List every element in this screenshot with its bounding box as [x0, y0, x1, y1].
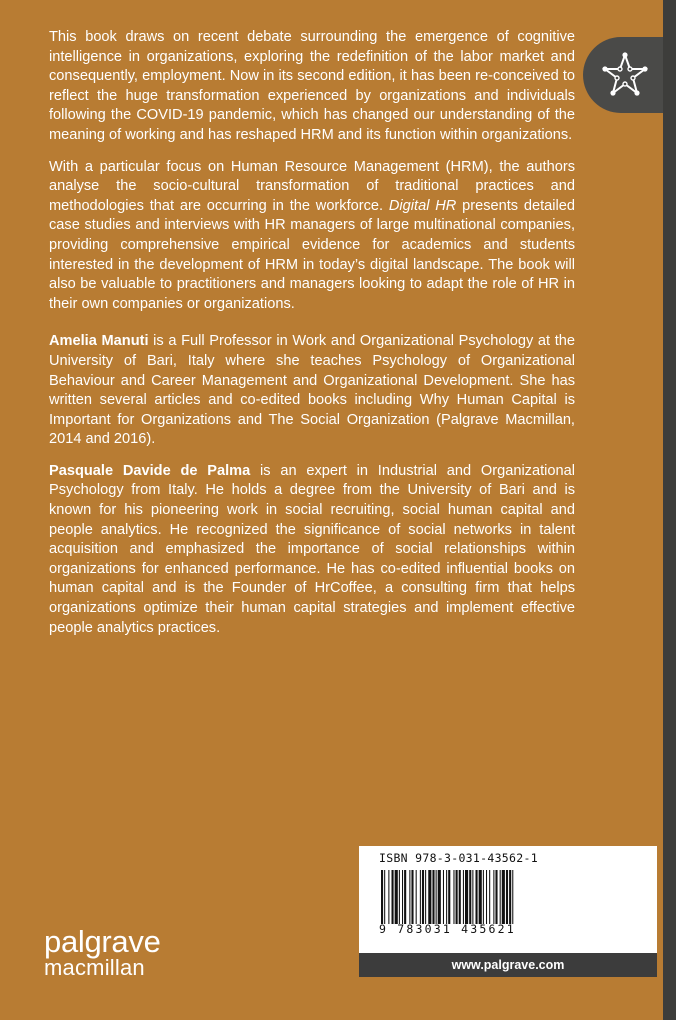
isbn-label: ISBN 978-3-031-43562-1 [379, 851, 538, 865]
publisher-name-line2: macmillan [44, 955, 145, 980]
publisher-name-line1: palgrave [44, 924, 161, 959]
isbn-barcode-box [359, 846, 657, 977]
author-name-2: Pasquale Davide de Palma [49, 462, 251, 479]
author-bio-1 [49, 332, 575, 450]
back-cover-text [49, 28, 575, 650]
description-text-end: presents detailed case studies and interviews with HR managers of large multinational companies, providing comprehensive empirical evidence for academics and students interested in the development of HRM in today’s digital landscape. The book will also be valuable to practitioners and managers looking to adapt the role of HR in their own companies or organizations. [49, 197, 576, 312]
spine-edge [663, 0, 676, 1020]
barcode-icon [381, 870, 556, 924]
description-paragraph-2 [49, 158, 575, 315]
publisher-logo [44, 926, 161, 980]
author-bio-text-1: is a Full Professor in Work and Organizational Psychology at the University of Bari, Italy where she teaches Psychology of Organizational Behaviour and Career Management and Organizational Development. She has written several articles and co-edited books including Why Human Capital is Important for Organizations and The Social Organization (Palgrave Macmillan, 2014 and 2016). [49, 333, 575, 448]
book-title-italic: Digital HR [388, 197, 457, 214]
publisher-url: www.palgrave.com [359, 953, 657, 977]
description-text-start: With a particular focus on Human Resource Management (HRM), the authors analyse the socio-cultural transformation of traditional practices and methodologies that are occurring in the workforce. [49, 158, 575, 214]
author-bio-2 [49, 462, 575, 638]
series-logo-tab [583, 37, 663, 113]
description-paragraph-1: This book draws on recent debate surrounding the emergence of cognitive intelligence in organizations, exploring the redefinition of the labor market and consequently, employment. Now in its second edition, it has been re-conceived to reflect the huge transformation experienced by organizations and individuals following the COVID-19 pandemic, which has changed our understanding of the meaning of working and has reshaped HRM and its function within organizations. [49, 29, 575, 143]
author-bio-text-2: is an expert in Industrial and Organizational Psychology from Italy. He holds a degree from the University of Bari and is known for his pioneering work in social recruiting, social human capital and people analytics. He recognized the significance of social networks in talent acquisition and emphasized the importance of social relationships within organizations for enhanced performance. He has co-edited influential books on human capital and is the Founder of HrCoffee, a consulting firm that helps organizations optimize their human capital strategies and implement effective people analytics practices. [49, 462, 575, 636]
palgrave-star-network-icon [599, 49, 651, 101]
isbn-digits: 9 783031 435621 [379, 922, 516, 936]
author-name-1: Amelia Manuti [49, 333, 149, 350]
